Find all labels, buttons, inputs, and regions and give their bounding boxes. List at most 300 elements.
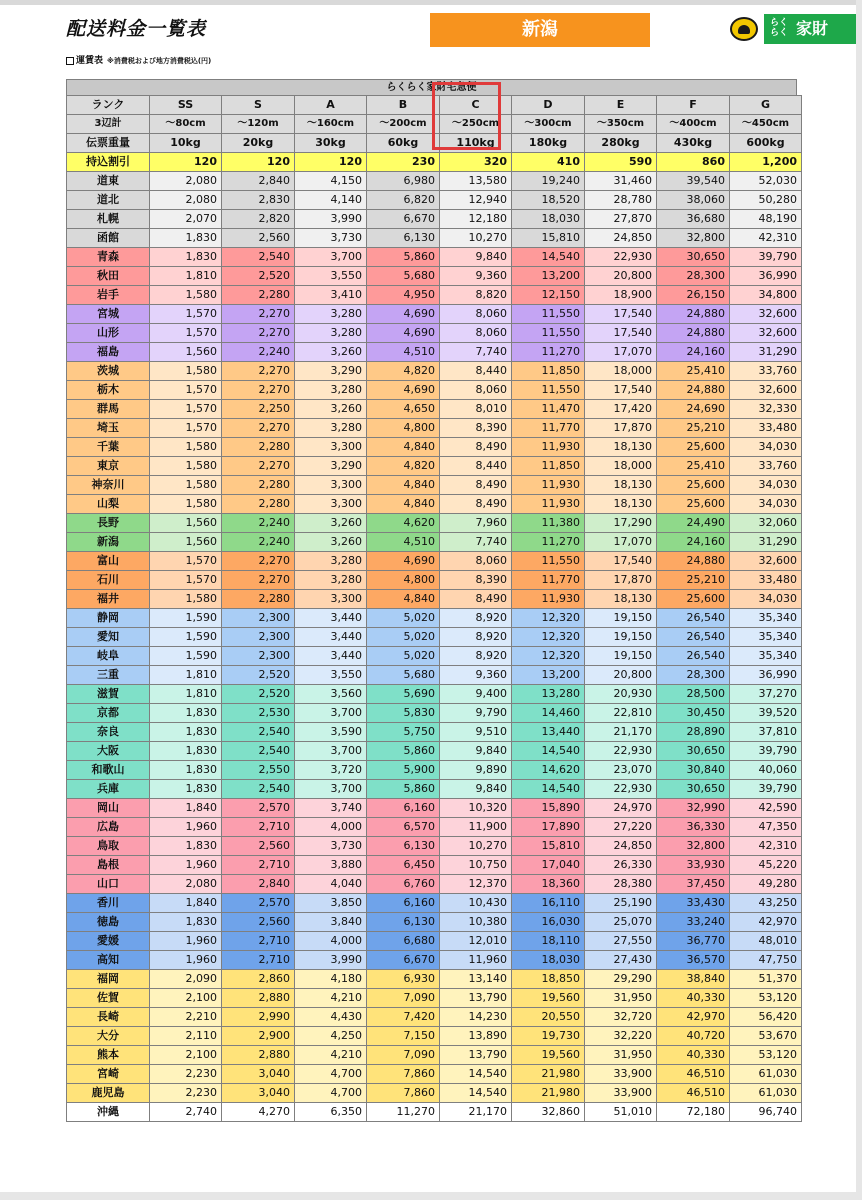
subtitle-label: 運賃表 [76, 56, 104, 66]
header-cell: 〜400cm [657, 115, 730, 134]
header-cell: G [730, 96, 802, 115]
rate-cell: 20,800 [585, 666, 657, 685]
prefecture-name: 栃木 [67, 381, 150, 400]
rate-cell: 3,720 [295, 761, 367, 780]
rate-cell: 18,130 [585, 476, 657, 495]
rate-cell: 2,080 [150, 875, 222, 894]
rate-cell: 14,620 [512, 761, 585, 780]
header-cell: F [657, 96, 730, 115]
rate-cell: 5,020 [367, 647, 440, 666]
discount-value: 590 [585, 153, 657, 172]
rate-cell: 53,670 [730, 1027, 802, 1046]
rate-cell: 6,160 [367, 894, 440, 913]
rate-cell: 33,900 [585, 1084, 657, 1103]
prefecture-name: 奈良 [67, 723, 150, 742]
table-row [67, 970, 802, 989]
rate-cell: 61,030 [730, 1065, 802, 1084]
rate-cell: 27,550 [585, 932, 657, 951]
rate-cell: 19,560 [512, 1046, 585, 1065]
rate-cell: 1,580 [150, 438, 222, 457]
table-row [67, 172, 802, 191]
table-row [67, 818, 802, 837]
rate-cell: 4,270 [222, 1103, 295, 1122]
rate-cell: 35,340 [730, 628, 802, 647]
rate-cell: 39,520 [730, 704, 802, 723]
table-caption: らくらく家財宅急便 [66, 79, 797, 95]
rate-cell: 31,290 [730, 533, 802, 552]
rate-cell: 3,280 [295, 552, 367, 571]
prefecture-name: 富山 [67, 552, 150, 571]
header-cell: 10kg [150, 134, 222, 153]
rate-cell: 39,790 [730, 248, 802, 267]
rate-cell: 19,730 [512, 1027, 585, 1046]
rate-cell: 38,060 [657, 191, 730, 210]
table-row [67, 723, 802, 742]
header-cell: 〜350cm [585, 115, 657, 134]
prefecture-name: 沖縄 [67, 1103, 150, 1122]
rate-table-wrapper [66, 82, 797, 1122]
rate-cell: 9,790 [440, 704, 512, 723]
rate-cell: 2,230 [150, 1065, 222, 1084]
rate-cell: 2,270 [222, 419, 295, 438]
rate-cell: 25,210 [657, 571, 730, 590]
prefecture-name: 和歌山 [67, 761, 150, 780]
rate-cell: 33,480 [730, 571, 802, 590]
rate-cell: 40,330 [657, 989, 730, 1008]
table-subtitle [66, 53, 211, 66]
rate-cell: 15,890 [512, 799, 585, 818]
rate-cell: 11,550 [512, 305, 585, 324]
prefecture-name: 香川 [67, 894, 150, 913]
rate-cell: 6,450 [367, 856, 440, 875]
rate-cell: 5,860 [367, 248, 440, 267]
rate-cell: 11,550 [512, 324, 585, 343]
rate-cell: 46,510 [657, 1065, 730, 1084]
rate-cell: 20,930 [585, 685, 657, 704]
discount-value: 120 [222, 153, 295, 172]
rate-cell: 1,960 [150, 856, 222, 875]
rate-cell: 4,250 [295, 1027, 367, 1046]
table-row [67, 476, 802, 495]
prefecture-name: 函館 [67, 229, 150, 248]
rate-cell: 4,840 [367, 495, 440, 514]
rate-cell: 2,100 [150, 989, 222, 1008]
rate-cell: 3,440 [295, 647, 367, 666]
rate-cell: 4,690 [367, 305, 440, 324]
discount-value: 860 [657, 153, 730, 172]
rate-cell: 39,790 [730, 742, 802, 761]
header-label: 伝票重量 [67, 134, 150, 153]
prefecture-name: 長野 [67, 514, 150, 533]
rate-cell: 3,300 [295, 590, 367, 609]
rate-cell: 18,000 [585, 457, 657, 476]
rate-cell: 14,540 [512, 780, 585, 799]
rate-cell: 25,600 [657, 476, 730, 495]
table-row [67, 457, 802, 476]
prefecture-name: 埼玉 [67, 419, 150, 438]
rate-cell: 30,650 [657, 248, 730, 267]
rate-cell: 1,560 [150, 533, 222, 552]
rate-cell: 17,540 [585, 305, 657, 324]
prefecture-name: 石川 [67, 571, 150, 590]
rate-cell: 9,840 [440, 742, 512, 761]
rate-cell: 25,410 [657, 457, 730, 476]
rate-cell: 3,260 [295, 400, 367, 419]
header-cell: 110kg [440, 134, 512, 153]
header-cell: C [440, 96, 512, 115]
rate-cell: 18,130 [585, 590, 657, 609]
rate-cell: 45,220 [730, 856, 802, 875]
discount-row [67, 153, 802, 172]
prefecture-name: 三重 [67, 666, 150, 685]
rate-cell: 1,570 [150, 305, 222, 324]
bottom-border [0, 1192, 862, 1200]
rate-cell: 18,130 [585, 438, 657, 457]
rate-cell: 27,220 [585, 818, 657, 837]
rate-cell: 3,880 [295, 856, 367, 875]
rate-cell: 2,280 [222, 590, 295, 609]
rate-cell: 2,570 [222, 894, 295, 913]
rate-cell: 11,550 [512, 381, 585, 400]
rate-cell: 3,990 [295, 210, 367, 229]
rate-cell: 9,840 [440, 780, 512, 799]
rate-cell: 3,260 [295, 343, 367, 362]
rate-cell: 8,010 [440, 400, 512, 419]
discount-value: 410 [512, 153, 585, 172]
rate-cell: 19,560 [512, 989, 585, 1008]
prefecture-name: 愛媛 [67, 932, 150, 951]
rate-cell: 17,870 [585, 571, 657, 590]
table-row [67, 324, 802, 343]
rate-cell: 24,880 [657, 552, 730, 571]
rate-cell: 18,030 [512, 210, 585, 229]
rate-cell: 7,960 [440, 514, 512, 533]
rate-cell: 3,260 [295, 533, 367, 552]
rate-cell: 5,750 [367, 723, 440, 742]
rate-cell: 18,130 [585, 495, 657, 514]
rate-cell: 8,920 [440, 647, 512, 666]
rate-cell: 14,540 [440, 1065, 512, 1084]
rate-cell: 2,270 [222, 457, 295, 476]
rate-cell: 3,700 [295, 742, 367, 761]
rate-cell: 1,590 [150, 609, 222, 628]
rate-cell: 3,040 [222, 1084, 295, 1103]
table-row [67, 514, 802, 533]
rate-cell: 33,900 [585, 1065, 657, 1084]
rate-cell: 33,430 [657, 894, 730, 913]
rate-cell: 42,310 [730, 229, 802, 248]
rate-cell: 6,130 [367, 913, 440, 932]
rate-cell: 7,740 [440, 343, 512, 362]
rate-cell: 17,420 [585, 400, 657, 419]
rate-cell: 4,800 [367, 571, 440, 590]
rate-cell: 24,880 [657, 324, 730, 343]
rate-cell: 18,850 [512, 970, 585, 989]
logo-word: 家財 [794, 14, 862, 44]
rate-cell: 8,390 [440, 419, 512, 438]
table-row [67, 438, 802, 457]
rate-cell: 2,240 [222, 514, 295, 533]
rate-cell: 50,280 [730, 191, 802, 210]
rate-cell: 11,470 [512, 400, 585, 419]
region-badge: 新潟 [430, 13, 650, 47]
prefecture-name: 山口 [67, 875, 150, 894]
rate-cell: 11,960 [440, 951, 512, 970]
rate-cell: 2,710 [222, 818, 295, 837]
rate-cell: 42,590 [730, 799, 802, 818]
rate-cell: 17,870 [585, 419, 657, 438]
rate-cell: 4,800 [367, 419, 440, 438]
rate-cell: 35,340 [730, 647, 802, 666]
rakuraku-mark: らく らく [764, 14, 794, 44]
rate-cell: 3,850 [295, 894, 367, 913]
rate-cell: 2,090 [150, 970, 222, 989]
rate-cell: 11,770 [512, 419, 585, 438]
rate-cell: 34,030 [730, 476, 802, 495]
rate-cell: 26,540 [657, 647, 730, 666]
rate-cell: 6,160 [367, 799, 440, 818]
rate-cell: 8,490 [440, 495, 512, 514]
prefecture-name: 神奈川 [67, 476, 150, 495]
rate-cell: 1,570 [150, 419, 222, 438]
rate-cell: 3,440 [295, 628, 367, 647]
rate-cell: 38,840 [657, 970, 730, 989]
rate-cell: 3,560 [295, 685, 367, 704]
rate-cell: 4,620 [367, 514, 440, 533]
page-title: 配送料金一覧表 [66, 18, 207, 40]
rate-cell: 1,840 [150, 799, 222, 818]
rate-cell: 4,820 [367, 457, 440, 476]
rate-cell: 8,820 [440, 286, 512, 305]
prefecture-name: 新潟 [67, 533, 150, 552]
table-row [67, 761, 802, 780]
rate-cell: 7,860 [367, 1065, 440, 1084]
table-row [67, 666, 802, 685]
rate-cell: 8,060 [440, 381, 512, 400]
rate-cell: 1,830 [150, 229, 222, 248]
rate-cell: 21,170 [440, 1103, 512, 1122]
rate-cell: 2,840 [222, 875, 295, 894]
prefecture-name: 広島 [67, 818, 150, 837]
rate-cell: 96,740 [730, 1103, 802, 1122]
rate-cell: 22,930 [585, 248, 657, 267]
rate-cell: 11,930 [512, 476, 585, 495]
rate-cell: 3,550 [295, 666, 367, 685]
discount-value: 120 [295, 153, 367, 172]
yamato-logo [730, 14, 862, 44]
rate-cell: 8,390 [440, 571, 512, 590]
rate-cell: 2,540 [222, 780, 295, 799]
rate-cell: 47,350 [730, 818, 802, 837]
header-cell: A [295, 96, 367, 115]
rate-cell: 3,300 [295, 438, 367, 457]
rate-cell: 5,690 [367, 685, 440, 704]
rate-cell: 7,740 [440, 533, 512, 552]
rate-cell: 5,020 [367, 628, 440, 647]
rate-cell: 13,890 [440, 1027, 512, 1046]
rate-cell: 32,860 [512, 1103, 585, 1122]
rate-cell: 33,480 [730, 419, 802, 438]
rate-cell: 2,860 [222, 970, 295, 989]
rate-cell: 2,270 [222, 381, 295, 400]
rate-cell: 19,150 [585, 628, 657, 647]
rate-cell: 9,840 [440, 248, 512, 267]
rate-cell: 24,970 [585, 799, 657, 818]
rate-cell: 18,110 [512, 932, 585, 951]
rate-cell: 4,840 [367, 476, 440, 495]
rate-cell: 15,810 [512, 837, 585, 856]
size-header-row [67, 115, 802, 134]
rate-cell: 36,990 [730, 267, 802, 286]
rate-cell: 2,280 [222, 286, 295, 305]
checkbox-square-icon [66, 57, 74, 65]
rate-cell: 2,270 [222, 305, 295, 324]
table-row [67, 590, 802, 609]
rate-cell: 1,830 [150, 837, 222, 856]
rate-cell: 11,850 [512, 457, 585, 476]
rate-cell: 25,600 [657, 495, 730, 514]
rate-cell: 33,760 [730, 457, 802, 476]
rate-cell: 36,330 [657, 818, 730, 837]
prefecture-name: 島根 [67, 856, 150, 875]
prefecture-name: 京都 [67, 704, 150, 723]
prefecture-name: 東京 [67, 457, 150, 476]
rate-cell: 9,400 [440, 685, 512, 704]
rate-cell: 4,820 [367, 362, 440, 381]
rate-cell: 34,030 [730, 590, 802, 609]
rate-cell: 1,810 [150, 685, 222, 704]
rate-cell: 3,840 [295, 913, 367, 932]
prefecture-name: 山形 [67, 324, 150, 343]
table-row [67, 286, 802, 305]
header-cell: S [222, 96, 295, 115]
rate-cell: 18,360 [512, 875, 585, 894]
rate-cell: 3,700 [295, 248, 367, 267]
rate-cell: 23,070 [585, 761, 657, 780]
rate-cell: 4,000 [295, 932, 367, 951]
rate-cell: 5,680 [367, 267, 440, 286]
prefecture-name: 宮崎 [67, 1065, 150, 1084]
tax-note: ※消費税および地方消費税込(円) [107, 57, 212, 65]
rate-cell: 9,890 [440, 761, 512, 780]
rate-cell: 2,880 [222, 989, 295, 1008]
header-cell: E [585, 96, 657, 115]
table-row [67, 951, 802, 970]
rate-cell: 2,880 [222, 1046, 295, 1065]
rate-cell: 2,560 [222, 913, 295, 932]
rate-cell: 2,820 [222, 210, 295, 229]
table-row [67, 780, 802, 799]
rate-cell: 10,320 [440, 799, 512, 818]
prefecture-name: 長崎 [67, 1008, 150, 1027]
rate-cell: 24,490 [657, 514, 730, 533]
table-row [67, 1027, 802, 1046]
rate-cell: 24,850 [585, 229, 657, 248]
rate-cell: 2,540 [222, 723, 295, 742]
rate-cell: 10,270 [440, 837, 512, 856]
rate-cell: 2,540 [222, 742, 295, 761]
rate-cell: 3,700 [295, 780, 367, 799]
table-row [67, 628, 802, 647]
rate-cell: 2,300 [222, 628, 295, 647]
table-row [67, 229, 802, 248]
rate-cell: 12,320 [512, 628, 585, 647]
rate-cell: 4,690 [367, 324, 440, 343]
rate-cell: 42,970 [657, 1008, 730, 1027]
rate-cell: 6,130 [367, 837, 440, 856]
rate-cell: 46,510 [657, 1084, 730, 1103]
rate-cell: 40,330 [657, 1046, 730, 1065]
rate-cell: 1,570 [150, 381, 222, 400]
table-row [67, 495, 802, 514]
rate-cell: 11,550 [512, 552, 585, 571]
rate-cell: 53,120 [730, 1046, 802, 1065]
prefecture-name: 大阪 [67, 742, 150, 761]
header-cell: D [512, 96, 585, 115]
rate-cell: 33,240 [657, 913, 730, 932]
rate-cell: 12,320 [512, 647, 585, 666]
rate-cell: 33,760 [730, 362, 802, 381]
rate-cell: 12,940 [440, 191, 512, 210]
rate-cell: 24,160 [657, 533, 730, 552]
rate-cell: 1,960 [150, 951, 222, 970]
prefecture-name: 山梨 [67, 495, 150, 514]
rate-cell: 1,810 [150, 267, 222, 286]
rate-cell: 32,600 [730, 305, 802, 324]
rate-cell: 30,840 [657, 761, 730, 780]
rate-cell: 4,840 [367, 438, 440, 457]
rate-cell: 2,250 [222, 400, 295, 419]
rate-cell: 6,980 [367, 172, 440, 191]
prefecture-name: 佐賀 [67, 989, 150, 1008]
rate-cell: 6,350 [295, 1103, 367, 1122]
prefecture-name: 岡山 [67, 799, 150, 818]
rate-cell: 9,360 [440, 267, 512, 286]
rate-cell: 37,450 [657, 875, 730, 894]
black-cat-icon [730, 17, 758, 41]
rate-cell: 17,540 [585, 552, 657, 571]
rate-cell: 19,240 [512, 172, 585, 191]
table-row [67, 1084, 802, 1103]
rate-cell: 5,680 [367, 666, 440, 685]
header-cell: 〜450cm [730, 115, 802, 134]
rate-cell: 2,080 [150, 172, 222, 191]
rate-cell: 8,440 [440, 362, 512, 381]
prefecture-name: 道北 [67, 191, 150, 210]
rate-cell: 21,980 [512, 1084, 585, 1103]
header-cell: 〜250cm [440, 115, 512, 134]
prefecture-name: 徳島 [67, 913, 150, 932]
rate-cell: 25,210 [657, 419, 730, 438]
rate-cell: 53,120 [730, 989, 802, 1008]
header-cell: 280kg [585, 134, 657, 153]
rate-cell: 32,600 [730, 381, 802, 400]
rate-cell: 4,650 [367, 400, 440, 419]
rate-cell: 3,300 [295, 495, 367, 514]
rate-cell: 61,030 [730, 1084, 802, 1103]
rate-cell: 2,270 [222, 362, 295, 381]
header-label: 3辺計 [67, 115, 150, 134]
rate-cell: 32,990 [657, 799, 730, 818]
table-row [67, 267, 802, 286]
table-row [67, 1046, 802, 1065]
table-row [67, 856, 802, 875]
rate-cell: 1,570 [150, 400, 222, 419]
rate-cell: 13,440 [512, 723, 585, 742]
rate-cell: 1,580 [150, 476, 222, 495]
prefecture-name: 鹿児島 [67, 1084, 150, 1103]
table-row [67, 381, 802, 400]
